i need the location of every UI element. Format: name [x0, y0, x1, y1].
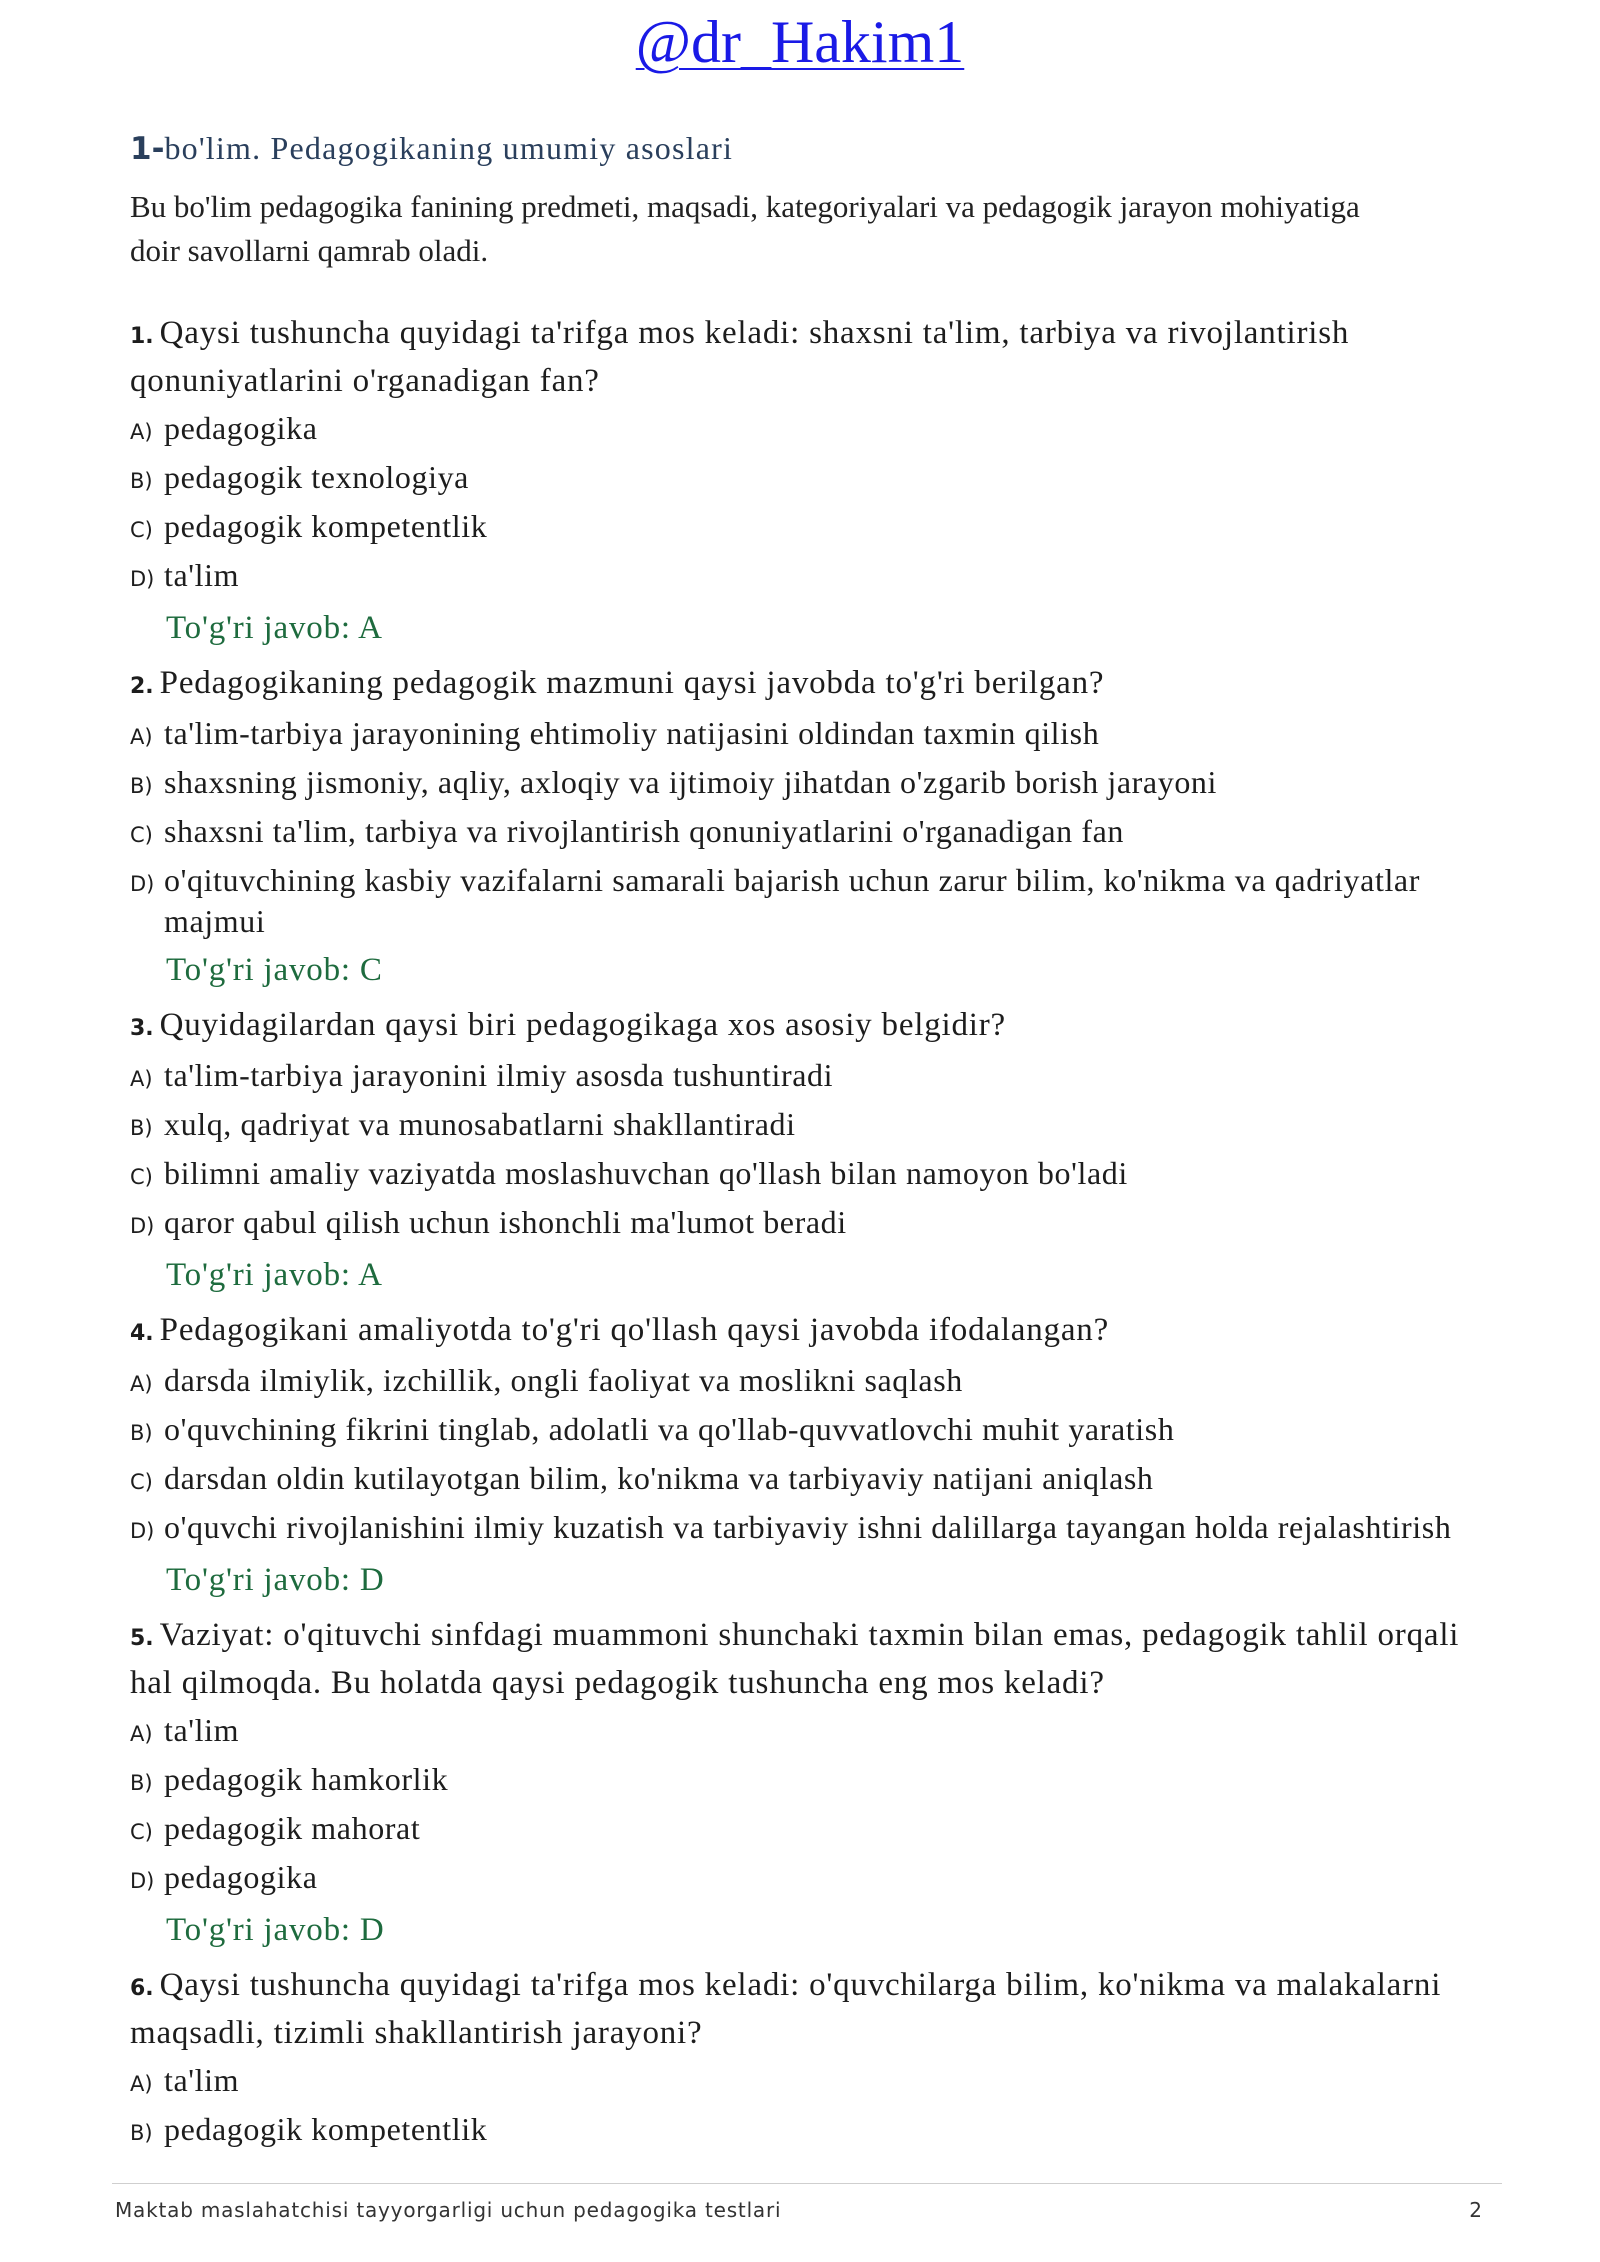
- answer-option: [130, 1106, 1460, 1147]
- question-block: [130, 1613, 1460, 1953]
- option-letter: B): [130, 1421, 153, 1445]
- footer-title: Maktab maslahatchisi tayyorgarligi uchun pedagogika testlari: [115, 2198, 782, 2222]
- option-text: darsdan oldin kutilayotgan bilim, ko'nikma va tarbiyaviy natijani aniqlash: [164, 1460, 1154, 1496]
- page-number: 2: [1469, 2198, 1482, 2222]
- option-text: qaror qabul qilish uchun ishonchli ma'lumot beradi: [164, 1204, 847, 1240]
- option-text: pedagogika: [164, 1859, 318, 1895]
- answer-option: [130, 1859, 1460, 1900]
- option-text: shaxsning jismoniy, aqliy, axloqiy va ijtimoiy jihatdan o'zgarib borish jarayoni: [164, 764, 1218, 800]
- option-letter: A): [130, 725, 153, 749]
- option-text: pedagogik mahorat: [164, 1810, 421, 1846]
- option-letter: A): [130, 1067, 153, 1091]
- option-letter: A): [130, 1372, 153, 1396]
- option-text: pedagogik kompetentlik: [164, 2111, 488, 2147]
- section-number: 1-: [130, 131, 165, 167]
- option-letter: B): [130, 1771, 153, 1795]
- answer-option: [130, 459, 1460, 500]
- correct-answer: To'g'ri javob: A: [166, 610, 383, 646]
- question-stem: Qaysi tushuncha quyidagi ta'rifga mos keladi: o'quvchilarga bilim, ko'nikma va malakalarni maqsadli, tizimli shakllantirish jarayoni?: [130, 1967, 1442, 2051]
- watermark-link[interactable]: @dr_Hakim1: [635, 9, 965, 75]
- section-title: [130, 130, 1460, 167]
- question-text: [130, 661, 1460, 709]
- correct-answer: To'g'ri javob: A: [166, 1257, 383, 1293]
- answer-option: [130, 1411, 1460, 1452]
- option-letter: B): [130, 774, 153, 798]
- option-text: o'quvchi rivojlanishini ilmiy kuzatish va tarbiyaviy ishni dalillarga tayangan holda rejalashtirish: [164, 1509, 1452, 1545]
- option-text: pedagogik hamkorlik: [164, 1761, 449, 1797]
- answer-option: [130, 1810, 1460, 1851]
- answer-option: [130, 1057, 1460, 1098]
- answer-option: [130, 2062, 1460, 2103]
- question-number: 3.: [130, 1016, 154, 1041]
- option-text: o'qituvchining kasbiy vazifalarni samarali bajarish uchun zarur bilim, ko'nikma va qadriyatlar majmui: [164, 862, 1420, 939]
- option-text: pedagogika: [164, 410, 318, 446]
- option-text: ta'lim: [164, 1712, 240, 1748]
- option-text: bilimni amaliy vaziyatda moslashuvchan qo'llash bilan namoyon bo'ladi: [164, 1155, 1128, 1191]
- answer-option: [130, 1761, 1460, 1802]
- question-text: [130, 1613, 1460, 1706]
- answer-option: [130, 1712, 1460, 1753]
- section-intro: Bu bo'lim pedagogika fanining predmeti, maqsadi, kategoriyalari va pedagogik jarayon mohiyatiga doir savollarni qamrab oladi.: [130, 189, 1360, 268]
- option-letter: C): [130, 1820, 153, 1844]
- option-text: darsda ilmiylik, izchillik, ongli faoliyat va moslikni saqlash: [164, 1362, 963, 1398]
- question-block: [130, 1963, 1460, 2152]
- question-block: [130, 1003, 1460, 1298]
- question-list: [130, 311, 1460, 2152]
- question-stem: Pedagogikaning pedagogik mazmuni qaysi javobda to'g'ri berilgan?: [159, 665, 1105, 701]
- answer-option: [130, 1204, 1460, 1245]
- option-letter: C): [130, 1165, 153, 1189]
- option-letter: A): [130, 420, 153, 444]
- option-letter: D): [130, 1214, 155, 1238]
- question-stem: Vaziyat: o'qituvchi sinfdagi muammoni shunchaki taxmin bilan emas, pedagogik tahlil orqali hal qilmoqda. Bu holatda qaysi pedagogik tushuncha eng mos keladi?: [130, 1617, 1460, 1701]
- answer-option: [130, 764, 1460, 805]
- correct-answer: To'g'ri javob: D: [166, 1562, 385, 1598]
- answer-option: [130, 1509, 1460, 1550]
- option-text: pedagogik texnologiya: [164, 459, 469, 495]
- option-letter: B): [130, 1116, 153, 1140]
- option-letter: A): [130, 1722, 153, 1746]
- page-content: [130, 130, 1460, 2162]
- question-text: [130, 311, 1460, 404]
- option-letter: C): [130, 823, 153, 847]
- answer-option: [130, 557, 1460, 598]
- option-text: ta'lim: [164, 2062, 240, 2098]
- question-stem: Qaysi tushuncha quyidagi ta'rifga mos keladi: shaxsni ta'lim, tarbiya va rivojlantirish qonuniyatlarini o'rganadigan fan?: [130, 315, 1350, 399]
- answer-option: [130, 1460, 1460, 1501]
- option-letter: D): [130, 872, 155, 896]
- option-text: xulq, qadriyat va munosabatlarni shakllantiradi: [164, 1106, 796, 1142]
- question-number: 4.: [130, 1321, 154, 1346]
- question-number: 6.: [130, 1976, 154, 2001]
- option-text: ta'lim: [164, 557, 240, 593]
- option-letter: A): [130, 2072, 153, 2096]
- answer-option: [130, 862, 1460, 940]
- answer-option: [130, 1155, 1460, 1196]
- option-letter: D): [130, 567, 155, 591]
- correct-answer: To'g'ri javob: D: [166, 1912, 385, 1948]
- option-text: shaxsni ta'lim, tarbiya va rivojlantirish qonuniyatlarini o'rganadigan fan: [164, 813, 1125, 849]
- question-block: [130, 661, 1460, 993]
- option-letter: C): [130, 1470, 153, 1494]
- option-letter: B): [130, 469, 153, 493]
- answer-option: [130, 715, 1460, 756]
- question-number: 5.: [130, 1626, 154, 1651]
- answer-option: [130, 1362, 1460, 1403]
- question-stem: Pedagogikani amaliyotda to'g'ri qo'llash qaysi javobda ifodalangan?: [159, 1312, 1110, 1348]
- correct-answer: To'g'ri javob: C: [166, 952, 383, 988]
- answer-option: [130, 813, 1460, 854]
- answer-option: [130, 508, 1460, 549]
- question-stem: Quyidagilardan qaysi biri pedagogikaga xos asosiy belgidir?: [159, 1007, 1007, 1043]
- question-block: [130, 311, 1460, 651]
- option-letter: B): [130, 2121, 153, 2145]
- footer-divider: [112, 2183, 1502, 2184]
- question-text: [130, 1308, 1460, 1356]
- option-text: o'quvchining fikrini tinglab, adolatli va qo'llab-quvvatlovchi muhit yaratish: [164, 1411, 1175, 1447]
- option-letter: D): [130, 1519, 155, 1543]
- option-letter: C): [130, 518, 153, 542]
- option-text: ta'lim-tarbiya jarayonining ehtimoliy natijasini oldindan taxmin qilish: [164, 715, 1100, 751]
- option-text: ta'lim-tarbiya jarayonini ilmiy asosda tushuntiradi: [164, 1057, 834, 1093]
- question-block: [130, 1308, 1460, 1603]
- option-letter: D): [130, 1869, 155, 1893]
- question-text: [130, 1003, 1460, 1051]
- answer-option: [130, 410, 1460, 451]
- question-number: 2.: [130, 674, 154, 699]
- answer-option: [130, 2111, 1460, 2152]
- question-number: 1.: [130, 324, 154, 349]
- section-title-text: bo'lim. Pedagogikaning umumiy asoslari: [164, 130, 734, 166]
- question-text: [130, 1963, 1460, 2056]
- option-text: pedagogik kompetentlik: [164, 508, 488, 544]
